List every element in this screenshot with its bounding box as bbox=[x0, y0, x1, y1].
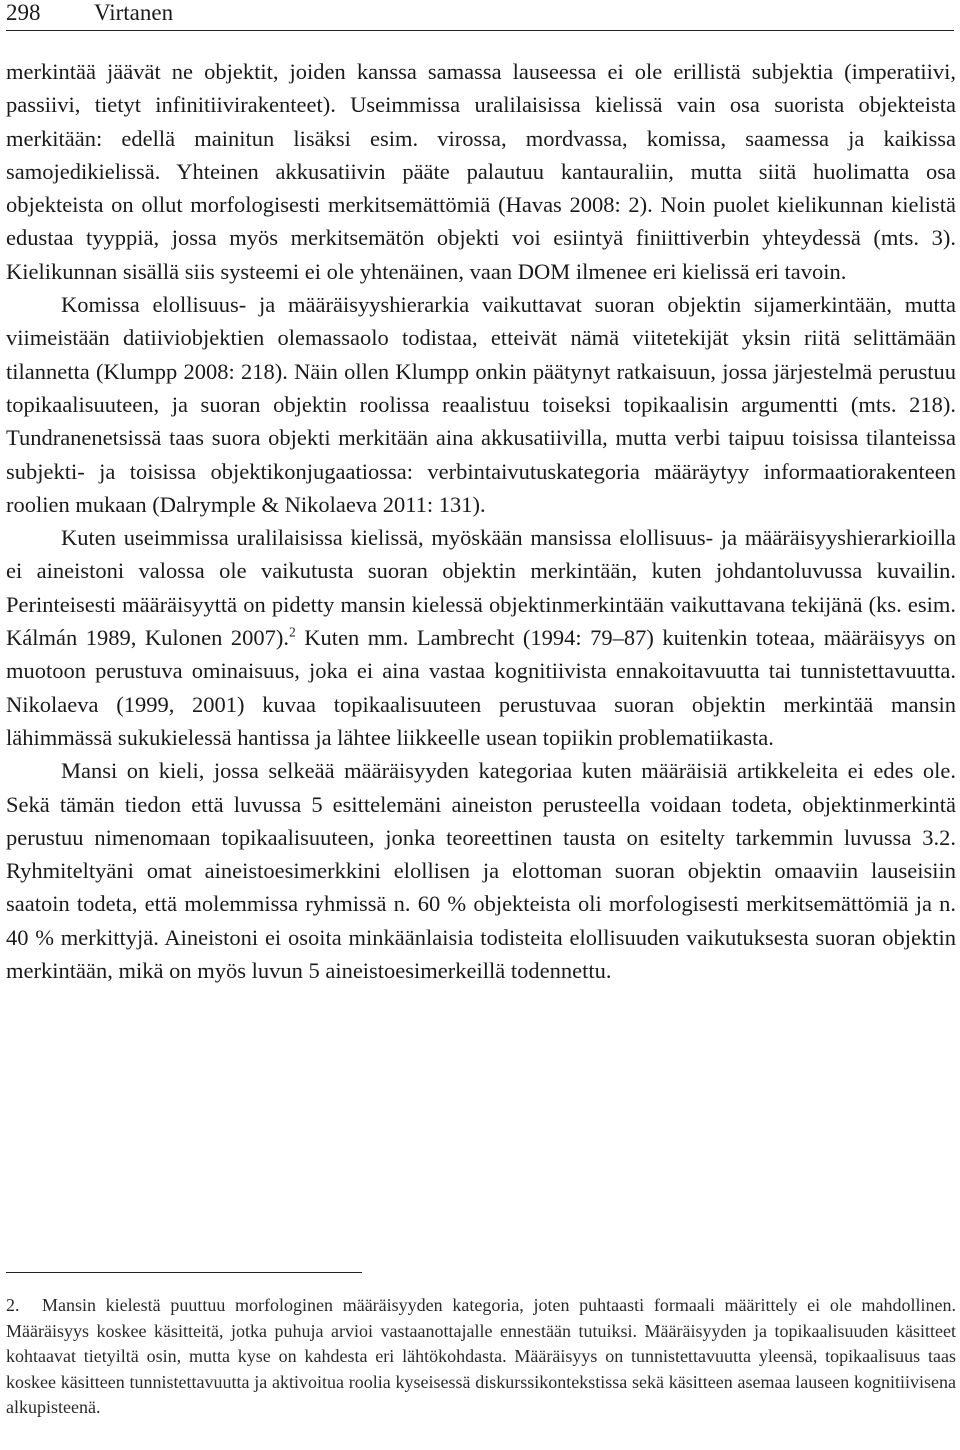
paragraph-text: Kuten mm. Lambrecht (1994: 79–87) kuitenkin toteaa, määräisyys on muotoon perustuva ominaisuus, joka ei aina vastaa kognitiivista ennakoitavuutta tai tunnistettavuutta. Nikolaeva (1999, 2001) kuvaa topikaalisuuteen perustuvaa suoran objektin merkintää mansin lähimmässä sukukielessä hantissa ja lähtee liikkeelle usean topiikin problematiikasta. bbox=[6, 625, 956, 750]
footnote-reference[interactable]: 2 bbox=[289, 624, 296, 640]
running-head-author: Virtanen bbox=[94, 0, 174, 25]
footnote-separator bbox=[6, 1272, 362, 1273]
footnote-number: 2. bbox=[6, 1295, 20, 1315]
paragraph: Mansi on kieli, jossa selkeää määräisyyden kategoriaa kuten määräisiä artikkeleita ei edes ole. Sekä tämän tiedon että luvussa 5 esittelemäni aineiston perusteella voidaan todeta, objektinmerkintä perustuu nimenomaan topikaalisuuteen, jonka teoreettinen tausta on esitelty tarkemmin luvussa 3.2. Ryhmiteltyäni omat aineistoesimerkkini elollisen ja elottoman suoran objektin omaaviin lauseisiin saatoin todeta, että molemmissa ryhmissä n. 60 % objekteista oli morfologisesti merkitsemättömiä ja n. 40 % merkittyjä. Aineistoni ei osoita minkäänlaisia todisteita elollisuuden vaikutuksesta suoran objektin merkintään, mikä on myös luvun 5 aineistoesimerkeillä todennettu. bbox=[6, 758, 956, 984]
footnote-text: Mansin kielestä puuttuu morfologinen määräisyyden kategoria, joten puhtaasti formaali määrittely ei ole mahdollinen. Määräisyys koskee käsitteitä, jotka puhuja arvioi vastaanottajalle ennestään tutuiksi. Määräisyyden ja topikaalisuuden käsitteet kohtaavat tietyiltä osin, mutta kyse on kahdesta eri lähtökohdasta. Määräisyys on tunnistettavuutta yleensä, topikaalisuus taas koskee käsitteen tunnistettavuutta ja aktivoitua roolia kyseisessä diskurssikontekstissa sekä käsitteen asemaa lauseen kognitiivisena alkupisteenä. bbox=[6, 1295, 956, 1418]
paragraph bbox=[6, 521, 956, 754]
paragraph: Komissa elollisuus- ja määräisyyshierarkia vaikuttavat suoran objektin sijamerkintään, mutta viimeistään datiiviobjektien olemassaolo todistaa, etteivät nämä viitetekijät yksin riitä selittämään tilannetta (Klumpp 2008: 218). Näin ollen Klumpp onkin päätynyt ratkaisuun, jossa järjestelmä perustuu topikaalisuuteen, ja suoran objektin roolissa reaalistuu toiseksi topikaalisin argumentti (mts. 218). Tundranenetsissä taas suora objekti merkitään aina akkusatiivilla, mutta verbi taipuu toisissa tilanteissa subjekti- ja toisissa objektikonjugaatiossa: verbintaivutuskategoria määräytyy informaatiorakenteen roolien mukaan (Dalrymple & Nikolaeva 2011: 131). bbox=[6, 292, 956, 517]
paragraph-text: Kuten useimmissa uralilaisissa kielissä, myöskään mansissa elollisuus- ja määräisyyshierarkioilla ei aineistoni valossa ole vaikutusta suoran objektin merkintään, kuten johdantoluvussa kuvailin. Perinteisesti määräisyyttä on pidetty mansin kielessä objektinmerkintään vaikuttavana tekijänä (ks. esim. Kálmán 1989, Kulonen 2007). bbox=[6, 525, 956, 651]
footnote bbox=[6, 1293, 956, 1421]
paragraph: merkintää jäävät ne objektit, joiden kanssa samassa lauseessa ei ole erillistä subjektia (imperatiivi, passiivi, tietyt infinitiivirakenteet). Useimmissa uralilaisissa kielissä vain osa suorista objekteista merkitään: edellä mainitun lisäksi esim. virossa, mordvassa, komissa, saamessa ja kaikissa samojedikielissä. Yhteinen akkusatiivin pääte palautuu kantauraliin, mutta siitä huolimatta osa objekteista on ollut morfologisesti merkitsemättömiä (Havas 2008: 2). Noin puolet kielikunnan kielistä edustaa tyyppiä, jossa myös merkitsemätön objekti voi esiintyä finiittiverbin yhteydessä (mts. 3). Kielikunnan sisällä siis systeemi ei ole yhtenäinen, vaan DOM ilmenee eri kielissä eri tavoin. bbox=[6, 59, 956, 284]
page-number: 298 bbox=[6, 0, 41, 25]
body-text bbox=[6, 55, 956, 987]
running-header bbox=[6, 0, 954, 31]
